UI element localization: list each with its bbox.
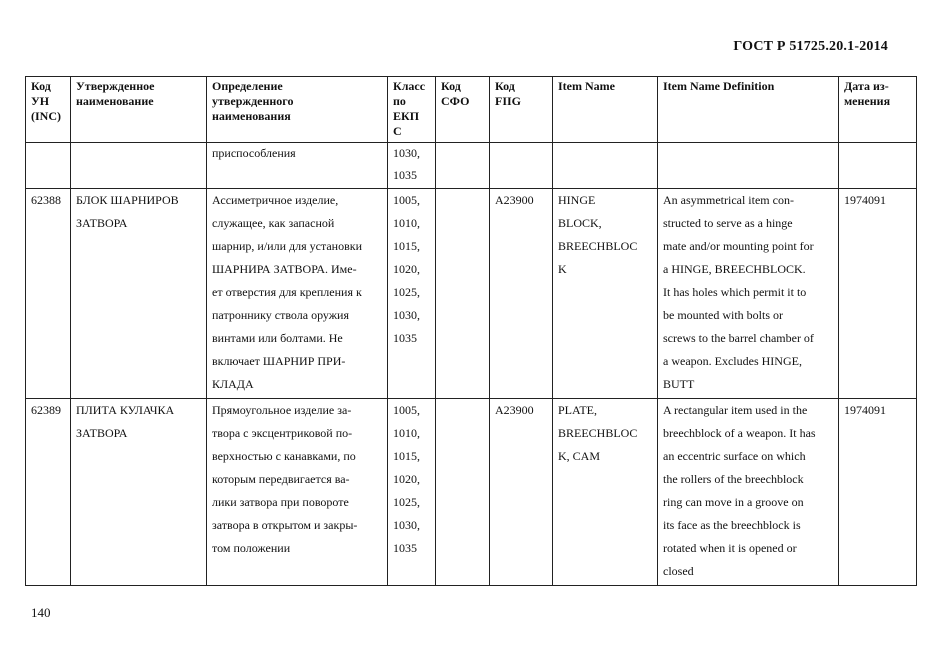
cont-inc-cell <box>26 143 71 189</box>
col-inc-header <box>26 77 71 143</box>
class-cell <box>388 399 436 586</box>
cell-line: 1025, <box>393 495 420 509</box>
sfo-cell <box>436 189 490 399</box>
cell-line: ПЛИТА КУЛАЧКА <box>76 403 175 417</box>
header-line: Определение <box>212 79 283 93</box>
table-row <box>26 399 917 586</box>
cell-line: ring can move in a groove on <box>663 495 804 509</box>
cell-line: structed to serve as a hinge <box>663 216 793 230</box>
header-line: (INC) <box>31 109 61 123</box>
item-def-cell <box>658 189 839 399</box>
cell-line: be mounted with bolts or <box>663 308 783 322</box>
cell-line: 1035 <box>393 331 417 345</box>
cell-line: 1020, <box>393 472 420 486</box>
cell-line: HINGE <box>558 193 596 207</box>
header-line: Утвержденное <box>76 79 155 93</box>
cell-line: 1005, <box>393 403 420 417</box>
approved-name-cell <box>71 189 207 399</box>
col-item-name-header <box>553 77 658 143</box>
cell-line: 1035 <box>393 541 417 555</box>
cont-sfo-cell <box>436 143 490 189</box>
cell-line: патроннику ствола оружия <box>212 308 349 322</box>
cell-line: 1020, <box>393 262 420 276</box>
cell-line: приспособления <box>212 146 296 160</box>
date-cell: 1974091 <box>839 399 917 586</box>
document-standard-header: ГОСТ Р 51725.20.1-2014 <box>733 39 888 54</box>
fiig-cell: A23900 <box>490 189 553 399</box>
header-line: Код <box>495 79 515 93</box>
cell-line: PLATE, <box>558 403 597 417</box>
cell-line: твора с эксцентриковой по- <box>212 426 353 440</box>
cont-item-def-cell <box>658 143 839 189</box>
approved-name-cell <box>71 399 207 586</box>
definition-cell <box>207 399 388 586</box>
cell-line: a weapon. Excludes HINGE, <box>663 354 802 368</box>
col-sfo-header <box>436 77 490 143</box>
cell-line: its face as the breechblock is <box>663 518 801 532</box>
cell-line: An asymmetrical item con- <box>663 193 794 207</box>
cell-line: 1025, <box>393 285 420 299</box>
col-definition-header <box>207 77 388 143</box>
item-def-cell <box>658 399 839 586</box>
col-approved-name-header <box>71 77 207 143</box>
cell-line: A rectangular item used in the <box>663 403 808 417</box>
cell-line: K <box>558 262 567 276</box>
header-line: менения <box>844 94 891 108</box>
item-name-cell <box>553 189 658 399</box>
cell-line: том положении <box>212 541 291 555</box>
cell-line: a HINGE, BREECHBLOCK. <box>663 262 806 276</box>
definition-cell <box>207 189 388 399</box>
cell-line: верхностью с канавками, по <box>212 449 356 463</box>
cell-line: 1015, <box>393 239 420 253</box>
header-line: ЕКП <box>393 109 420 123</box>
cell-line: BUTT <box>663 377 695 391</box>
header-line: С <box>393 124 402 138</box>
cell-line: ет отверстия для крепления к <box>212 285 362 299</box>
cont-definition-cell <box>207 143 388 189</box>
cell-line: КЛАДА <box>212 377 254 391</box>
specification-table <box>25 76 917 586</box>
table-body <box>26 143 917 586</box>
cell-line: затвора в открытом и закры- <box>212 518 358 532</box>
header-line: утвержденного <box>212 94 294 108</box>
cell-line: ЗАТВОРА <box>76 216 128 230</box>
cell-line: ШАРНИРА ЗАТВОРА. Име- <box>212 262 357 276</box>
cell-line: 1010, <box>393 216 420 230</box>
header-line: Код <box>441 79 461 93</box>
header-line: СФО <box>441 94 470 108</box>
cell-line: БЛОК ШАРНИРОВ <box>76 193 179 207</box>
sfo-cell <box>436 399 490 586</box>
cell-line: mate and/or mounting point for <box>663 239 814 253</box>
cell-line: 1035 <box>393 167 417 182</box>
cont-name-cell <box>71 143 207 189</box>
header-line: по <box>393 94 406 108</box>
cell-line: шарнир, и/или для установки <box>212 239 362 253</box>
cell-line: 1010, <box>393 426 420 440</box>
cell-line: breechblock of a weapon. It has <box>663 426 816 440</box>
cell-line: 1005, <box>393 193 420 207</box>
cell-line: screws to the barrel chamber of <box>663 331 814 345</box>
cell-line: ЗАТВОРА <box>76 426 128 440</box>
continuation-row <box>26 143 917 189</box>
cont-date-cell <box>839 143 917 189</box>
cell-line: винтами или болтами. Не <box>212 331 343 345</box>
header-line: Дата из- <box>844 79 889 93</box>
table-row <box>26 189 917 399</box>
table-header-row <box>26 77 917 143</box>
cell-line: 1030, <box>393 146 420 160</box>
date-cell: 1974091 <box>839 189 917 399</box>
cell-line: 1015, <box>393 449 420 463</box>
cell-line: которым передвигается ва- <box>212 472 350 486</box>
page-number: 140 <box>31 605 51 620</box>
header-line: Item Name <box>558 79 615 93</box>
cell-line: лики затвора при повороте <box>212 495 349 509</box>
fiig-cell: A23900 <box>490 399 553 586</box>
header-line: Класс <box>393 79 426 93</box>
cell-line: Ассиметричное изделие, <box>212 193 339 207</box>
cell-line: BREECHBLOC <box>558 426 638 440</box>
cell-line: rotated when it is opened or <box>663 541 797 555</box>
cell-line: 1030, <box>393 308 420 322</box>
item-name-cell <box>553 399 658 586</box>
inc-cell: 62389 <box>26 399 71 586</box>
cell-line: BLOCK, <box>558 216 602 230</box>
header-line: FIIG <box>495 94 522 108</box>
cell-line: включает ШАРНИР ПРИ- <box>212 354 346 368</box>
cell-line: BREECHBLOC <box>558 239 638 253</box>
header-line: УН <box>31 94 50 108</box>
col-date-header <box>839 77 917 143</box>
cell-line: K, CAM <box>558 449 601 463</box>
cell-line: It has holes which permit it to <box>663 285 807 299</box>
header-line: Item Name Definition <box>663 79 775 93</box>
cell-line: an eccentric surface on which <box>663 449 806 463</box>
cell-line: Прямоугольное изделие за- <box>212 403 352 417</box>
header-line: наименования <box>212 109 291 123</box>
header-line: Код <box>31 79 51 93</box>
inc-cell: 62388 <box>26 189 71 399</box>
cell-line: closed <box>663 564 694 578</box>
cell-line: служащее, как запасной <box>212 216 335 230</box>
cont-fiig-cell <box>490 143 553 189</box>
cont-class-cell <box>388 143 436 189</box>
col-fiig-header <box>490 77 553 143</box>
cont-item-name-cell <box>553 143 658 189</box>
col-item-def-header <box>658 77 839 143</box>
cell-line: 1030, <box>393 518 420 532</box>
class-cell <box>388 189 436 399</box>
header-line: наименование <box>76 94 154 108</box>
cell-line: the rollers of the breechblock <box>663 472 804 486</box>
col-class-header <box>388 77 436 143</box>
